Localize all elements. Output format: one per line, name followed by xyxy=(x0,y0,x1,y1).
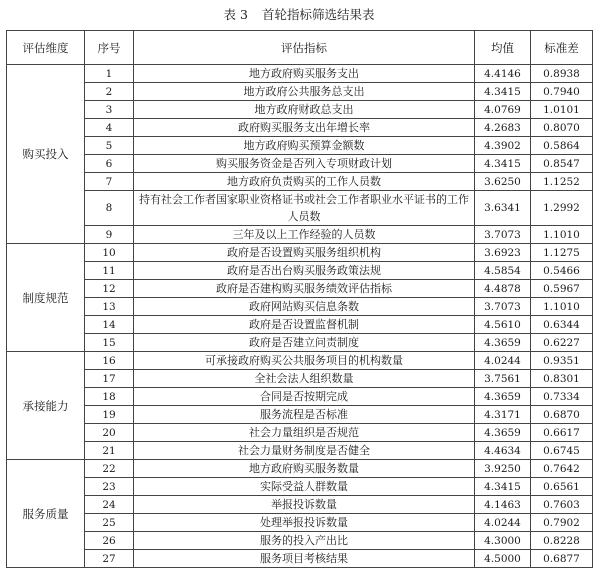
sd-cell: 0.6561 xyxy=(531,478,593,496)
indicator-cell: 政府是否设置购买服务组织机构 xyxy=(134,244,475,262)
sd-cell: 0.7603 xyxy=(531,496,593,514)
sd-cell: 0.8547 xyxy=(531,155,593,173)
mean-cell: 4.3415 xyxy=(475,155,531,173)
table-row xyxy=(7,298,593,316)
indicator-cell: 持有社会工作者国家职业资格证书或社会工作者职业水平证书的工作人员数 xyxy=(134,191,475,226)
table-row xyxy=(7,65,593,83)
row-number-cell: 9 xyxy=(85,226,134,244)
indicator-cell: 政府是否设置监督机制 xyxy=(134,316,475,334)
indicator-cell: 处理举报投诉数量 xyxy=(134,514,475,532)
sd-cell: 1.1252 xyxy=(531,173,593,191)
table-row xyxy=(7,478,593,496)
mean-cell: 4.4146 xyxy=(475,65,531,83)
table-row xyxy=(7,406,593,424)
table-row xyxy=(7,83,593,101)
dimension-cell: 服务质量 xyxy=(7,460,85,568)
indicator-cell: 地方政府购买服务数量 xyxy=(134,460,475,478)
mean-cell: 4.1463 xyxy=(475,496,531,514)
indicator-cell: 地方政府财政总支出 xyxy=(134,101,475,119)
sd-cell: 0.7940 xyxy=(531,83,593,101)
row-number-cell: 22 xyxy=(85,460,134,478)
sd-cell: 1.0101 xyxy=(531,101,593,119)
row-number-cell: 6 xyxy=(85,155,134,173)
indicator-cell: 三年及以上工作经验的人员数 xyxy=(134,226,475,244)
indicator-cell: 服务流程是否标准 xyxy=(134,406,475,424)
row-number-cell: 13 xyxy=(85,298,134,316)
sd-cell: 0.5864 xyxy=(531,137,593,155)
row-number-cell: 5 xyxy=(85,137,134,155)
table-row xyxy=(7,155,593,173)
header-indicator: 评估指标 xyxy=(134,31,475,65)
row-number-cell: 26 xyxy=(85,532,134,550)
table-title: 首轮指标筛选结果表 xyxy=(261,7,375,22)
indicator-cell: 全社会法人组织数量 xyxy=(134,370,475,388)
table-body xyxy=(7,65,593,568)
mean-cell: 4.5854 xyxy=(475,262,531,280)
table-row xyxy=(7,280,593,298)
row-number-cell: 12 xyxy=(85,280,134,298)
row-number-cell: 14 xyxy=(85,316,134,334)
table-row xyxy=(7,442,593,460)
row-number-cell: 15 xyxy=(85,334,134,352)
sd-cell: 0.8938 xyxy=(531,65,593,83)
row-number-cell: 25 xyxy=(85,514,134,532)
sd-cell: 0.7642 xyxy=(531,460,593,478)
sd-cell: 0.7334 xyxy=(531,388,593,406)
sd-cell: 0.8301 xyxy=(531,370,593,388)
sd-cell: 1.1275 xyxy=(531,244,593,262)
table-row xyxy=(7,119,593,137)
mean-cell: 3.7561 xyxy=(475,370,531,388)
row-number-cell: 24 xyxy=(85,496,134,514)
row-number-cell: 21 xyxy=(85,442,134,460)
indicator-cell: 可承接政府购买公共服务项目的机构数量 xyxy=(134,352,475,370)
table-row xyxy=(7,316,593,334)
sd-cell: 0.6745 xyxy=(531,442,593,460)
indicator-cell: 实际受益人群数量 xyxy=(134,478,475,496)
table-row xyxy=(7,244,593,262)
indicator-cell: 地方政府购买预算金额数 xyxy=(134,137,475,155)
row-number-cell: 4 xyxy=(85,119,134,137)
table-row xyxy=(7,137,593,155)
sd-cell: 1.1010 xyxy=(531,298,593,316)
table-caption xyxy=(0,7,598,23)
dimension-cell: 制度规范 xyxy=(7,244,85,352)
row-number-cell: 3 xyxy=(85,101,134,119)
indicator-cell: 地方政府公共服务总支出 xyxy=(134,83,475,101)
row-number-cell: 1 xyxy=(85,65,134,83)
table-row xyxy=(7,352,593,370)
mean-cell: 4.3415 xyxy=(475,478,531,496)
mean-cell: 4.4634 xyxy=(475,442,531,460)
table-row xyxy=(7,388,593,406)
mean-cell: 4.3902 xyxy=(475,137,531,155)
sd-cell: 0.6877 xyxy=(531,550,593,568)
row-number-cell: 7 xyxy=(85,173,134,191)
table-row xyxy=(7,424,593,442)
sd-cell: 0.5967 xyxy=(531,280,593,298)
table-number: 表 3 xyxy=(223,7,248,22)
row-number-cell: 17 xyxy=(85,370,134,388)
table-row xyxy=(7,334,593,352)
mean-cell: 4.5000 xyxy=(475,550,531,568)
mean-cell: 3.9250 xyxy=(475,460,531,478)
table-row xyxy=(7,496,593,514)
sd-cell: 0.6344 xyxy=(531,316,593,334)
dimension-cell: 购买投入 xyxy=(7,65,85,244)
indicator-cell: 社会力量组织是否规范 xyxy=(134,424,475,442)
row-number-cell: 10 xyxy=(85,244,134,262)
header-row xyxy=(7,31,593,65)
indicator-cell: 服务的投入产出比 xyxy=(134,532,475,550)
table-row xyxy=(7,191,593,226)
row-number-cell: 8 xyxy=(85,191,134,226)
mean-cell: 4.2683 xyxy=(475,119,531,137)
indicator-cell: 政府是否建立问责制度 xyxy=(134,334,475,352)
header-number: 序号 xyxy=(85,31,134,65)
indicator-cell: 地方政府购买服务支出 xyxy=(134,65,475,83)
sd-cell: 0.8070 xyxy=(531,119,593,137)
mean-cell: 4.5610 xyxy=(475,316,531,334)
row-number-cell: 2 xyxy=(85,83,134,101)
sd-cell: 0.8228 xyxy=(531,532,593,550)
sd-cell: 0.6617 xyxy=(531,424,593,442)
table-row xyxy=(7,173,593,191)
indicator-cell: 政府是否出台购买服务政策法规 xyxy=(134,262,475,280)
table-row xyxy=(7,226,593,244)
sd-cell: 0.6227 xyxy=(531,334,593,352)
table-row xyxy=(7,532,593,550)
row-number-cell: 18 xyxy=(85,388,134,406)
indicator-cell: 政府网站购买信息条数 xyxy=(134,298,475,316)
header-sd: 标准差 xyxy=(531,31,593,65)
mean-cell: 4.3415 xyxy=(475,83,531,101)
dimension-cell: 承接能力 xyxy=(7,352,85,460)
table-row xyxy=(7,101,593,119)
indicator-cell: 购买服务资金是否列入专项财政计划 xyxy=(134,155,475,173)
mean-cell: 3.6341 xyxy=(475,191,531,226)
indicator-cell: 服务项目考核结果 xyxy=(134,550,475,568)
sd-cell: 0.7902 xyxy=(531,514,593,532)
row-number-cell: 16 xyxy=(85,352,134,370)
sd-cell: 1.1010 xyxy=(531,226,593,244)
row-number-cell: 23 xyxy=(85,478,134,496)
mean-cell: 3.7073 xyxy=(475,298,531,316)
indicator-cell: 合同是否按期完成 xyxy=(134,388,475,406)
indicator-cell: 地方政府负责购买的工作人员数 xyxy=(134,173,475,191)
indicator-screening-table xyxy=(6,30,593,568)
mean-cell: 4.3171 xyxy=(475,406,531,424)
table-row xyxy=(7,370,593,388)
mean-cell: 4.0244 xyxy=(475,514,531,532)
header-mean: 均值 xyxy=(475,31,531,65)
mean-cell: 3.7073 xyxy=(475,226,531,244)
row-number-cell: 19 xyxy=(85,406,134,424)
table-row xyxy=(7,514,593,532)
sd-cell: 1.2992 xyxy=(531,191,593,226)
header-dimension: 评估维度 xyxy=(7,31,85,65)
row-number-cell: 11 xyxy=(85,262,134,280)
mean-cell: 4.0244 xyxy=(475,352,531,370)
sd-cell: 0.5466 xyxy=(531,262,593,280)
mean-cell: 4.4878 xyxy=(475,280,531,298)
indicator-cell: 举报投诉数量 xyxy=(134,496,475,514)
mean-cell: 4.3659 xyxy=(475,388,531,406)
mean-cell: 3.6923 xyxy=(475,244,531,262)
mean-cell: 4.3659 xyxy=(475,334,531,352)
sd-cell: 0.6870 xyxy=(531,406,593,424)
table-row xyxy=(7,262,593,280)
mean-cell: 4.0769 xyxy=(475,101,531,119)
table-row xyxy=(7,550,593,568)
mean-cell: 4.3000 xyxy=(475,532,531,550)
row-number-cell: 27 xyxy=(85,550,134,568)
indicator-cell: 政府购买服务支出年增长率 xyxy=(134,119,475,137)
indicator-cell: 社会力量财务制度是否健全 xyxy=(134,442,475,460)
mean-cell: 4.3659 xyxy=(475,424,531,442)
table-row xyxy=(7,460,593,478)
indicator-cell: 政府是否建构购买服务绩效评估指标 xyxy=(134,280,475,298)
sd-cell: 0.9351 xyxy=(531,352,593,370)
row-number-cell: 20 xyxy=(85,424,134,442)
mean-cell: 3.6250 xyxy=(475,173,531,191)
